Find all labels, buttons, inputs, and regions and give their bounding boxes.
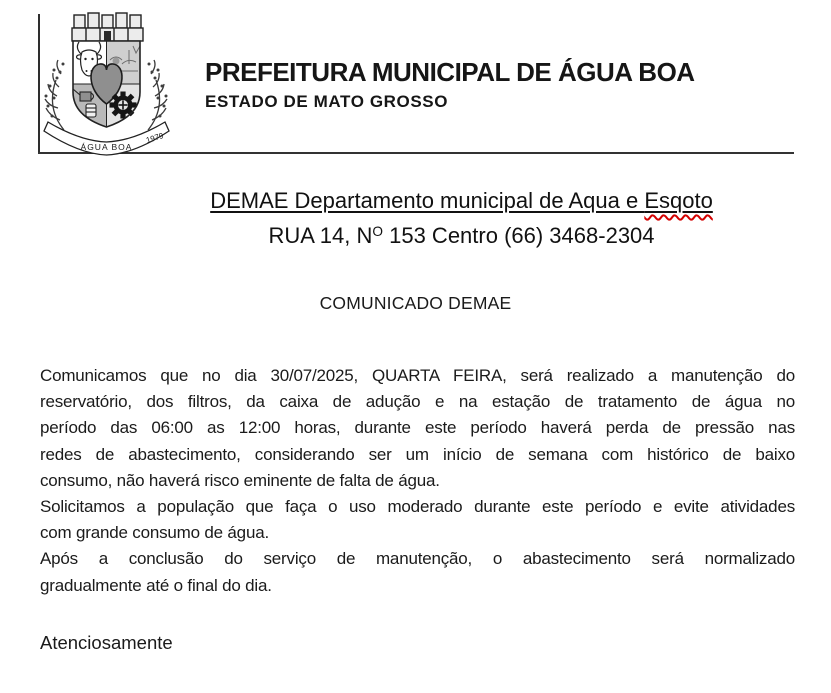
closing-salutation: Atenciosamente [40, 632, 173, 653]
misspelled-word: Esqoto [644, 188, 713, 213]
address-prefix: RUA 14, N [268, 223, 373, 248]
department-name-line [92, 185, 831, 216]
gear-icon [110, 92, 137, 119]
ribbon-year-text: 1979 [144, 131, 165, 145]
branch-left-leaves [45, 63, 65, 118]
department-heading [92, 185, 831, 251]
body-line: com grande consumo de água. [40, 523, 269, 543]
address-rest: 153 Centro (66) 3468-2304 [383, 223, 655, 248]
mural-crown-icon [72, 13, 143, 41]
address-line [92, 216, 831, 251]
body-line: redes de abastecimento, considerando ser um início de semana com histórico de baixo [40, 444, 795, 464]
branch-right-leaves [148, 63, 168, 118]
body-line: Solicitamos a população que faça o uso moderado durante este período e evite atividades [40, 497, 795, 517]
ribbon-motto-text: ÁGUA BOA [80, 142, 133, 152]
body-line: reservatório, dos filtros, da caixa de adução e na estação de tratamento de água no [40, 392, 795, 412]
body-line: Após a conclusão do serviço de manutenção, o abastecimento será normalizado [40, 549, 795, 569]
body-line: gradualmente até o final do dia. [40, 575, 272, 595]
body-line: consumo, não haverá risco eminente de falta de água. [40, 470, 440, 490]
body-line: Comunicamos que no dia 30/07/2025, QUARTA FEIRA, será realizado a manutenção do [40, 366, 795, 385]
org-subtitle: ESTADO DE MATO GROSSO [205, 92, 449, 111]
letterhead [205, 58, 695, 112]
department-name: DEMAE Departamento municipal de Aqua e [210, 188, 645, 213]
notice-title: COMUNICADO DEMAE [319, 293, 512, 313]
body-line: período das 06:00 as 12:00 horas, durante este período haverá perda de pressão nas [40, 418, 795, 438]
org-title: PREFEITURA MUNICIPAL DE ÁGUA BOA [205, 57, 695, 87]
municipal-coat-of-arms [30, 8, 182, 158]
ordinal-superscript: O [372, 224, 383, 239]
notice-body [40, 363, 795, 599]
